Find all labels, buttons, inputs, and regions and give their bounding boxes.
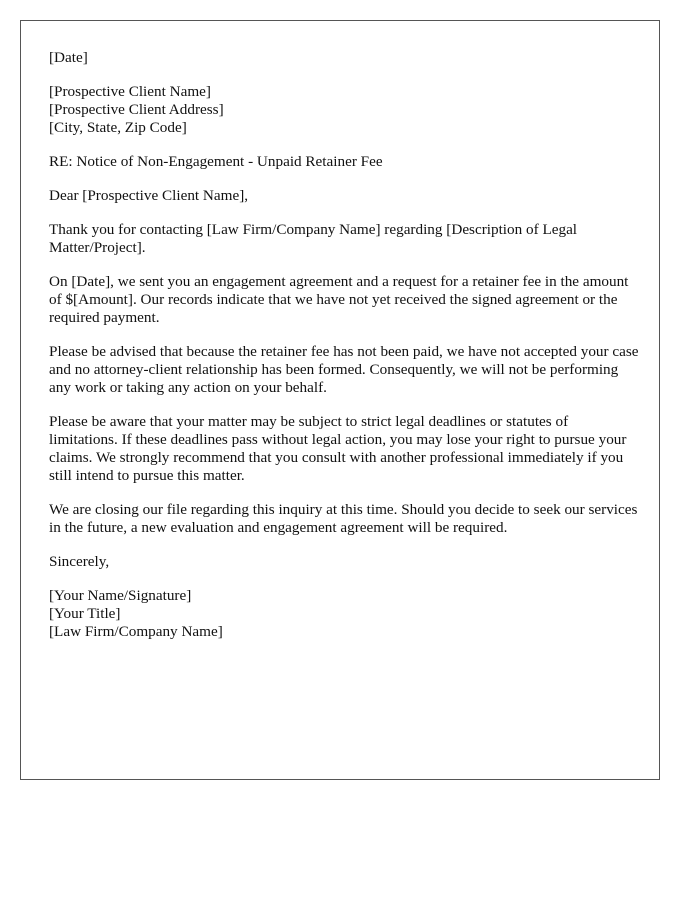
paragraph-closing-file: We are closing our file regarding this inquiry at this time. Should you decide to seek our services in the future, a new evaluation and engagement agreement will be required.	[49, 501, 638, 536]
date-block	[49, 49, 639, 67]
closing: Sincerely,	[49, 553, 110, 570]
subject-line: RE: Notice of Non-Engagement - Unpaid Retainer Fee	[49, 153, 383, 170]
paragraph-not-accepted: Please be advised that because the retainer fee has not been paid, we have not accepted your case and no attorney-client relationship has been formed. Consequently, we will not be performing any work or taking any action on your behalf.	[49, 343, 639, 396]
letter-body	[49, 49, 639, 657]
paragraph-agreement-sent: On [Date], we sent you an engagement agreement and a request for a retainer fee in the amount of $[Amount]. Our records indicate that we have not yet received the signed agreement or the required payment.	[49, 273, 629, 326]
recipient-address-block	[49, 83, 639, 137]
salutation: Dear [Prospective Client Name],	[49, 187, 249, 204]
signature-firm: [Law Firm/Company Name]	[49, 623, 223, 640]
signature-block	[49, 587, 639, 641]
subject-block	[49, 153, 639, 171]
paragraph-intro: Thank you for contacting [Law Firm/Company Name] regarding [Description of Legal Matter/Project].	[49, 221, 578, 256]
letter-date: [Date]	[49, 49, 88, 66]
recipient-address: [Prospective Client Address]	[49, 101, 224, 118]
salutation-block	[49, 187, 639, 205]
recipient-city-state-zip: [City, State, Zip Code]	[49, 119, 187, 136]
closing-block	[49, 553, 639, 571]
paragraph-deadlines-warning: Please be aware that your matter may be subject to strict legal deadlines or statutes of limitations. If these deadlines pass without legal action, you may lose your right to pursue your claims. We strongly recommend that you consult with another professional immediately if you still intend to pursue this matter.	[49, 413, 627, 484]
recipient-name: [Prospective Client Name]	[49, 83, 211, 100]
signature-title: [Your Title]	[49, 605, 121, 622]
letter-page	[20, 20, 660, 780]
signature-name: [Your Name/Signature]	[49, 587, 192, 604]
